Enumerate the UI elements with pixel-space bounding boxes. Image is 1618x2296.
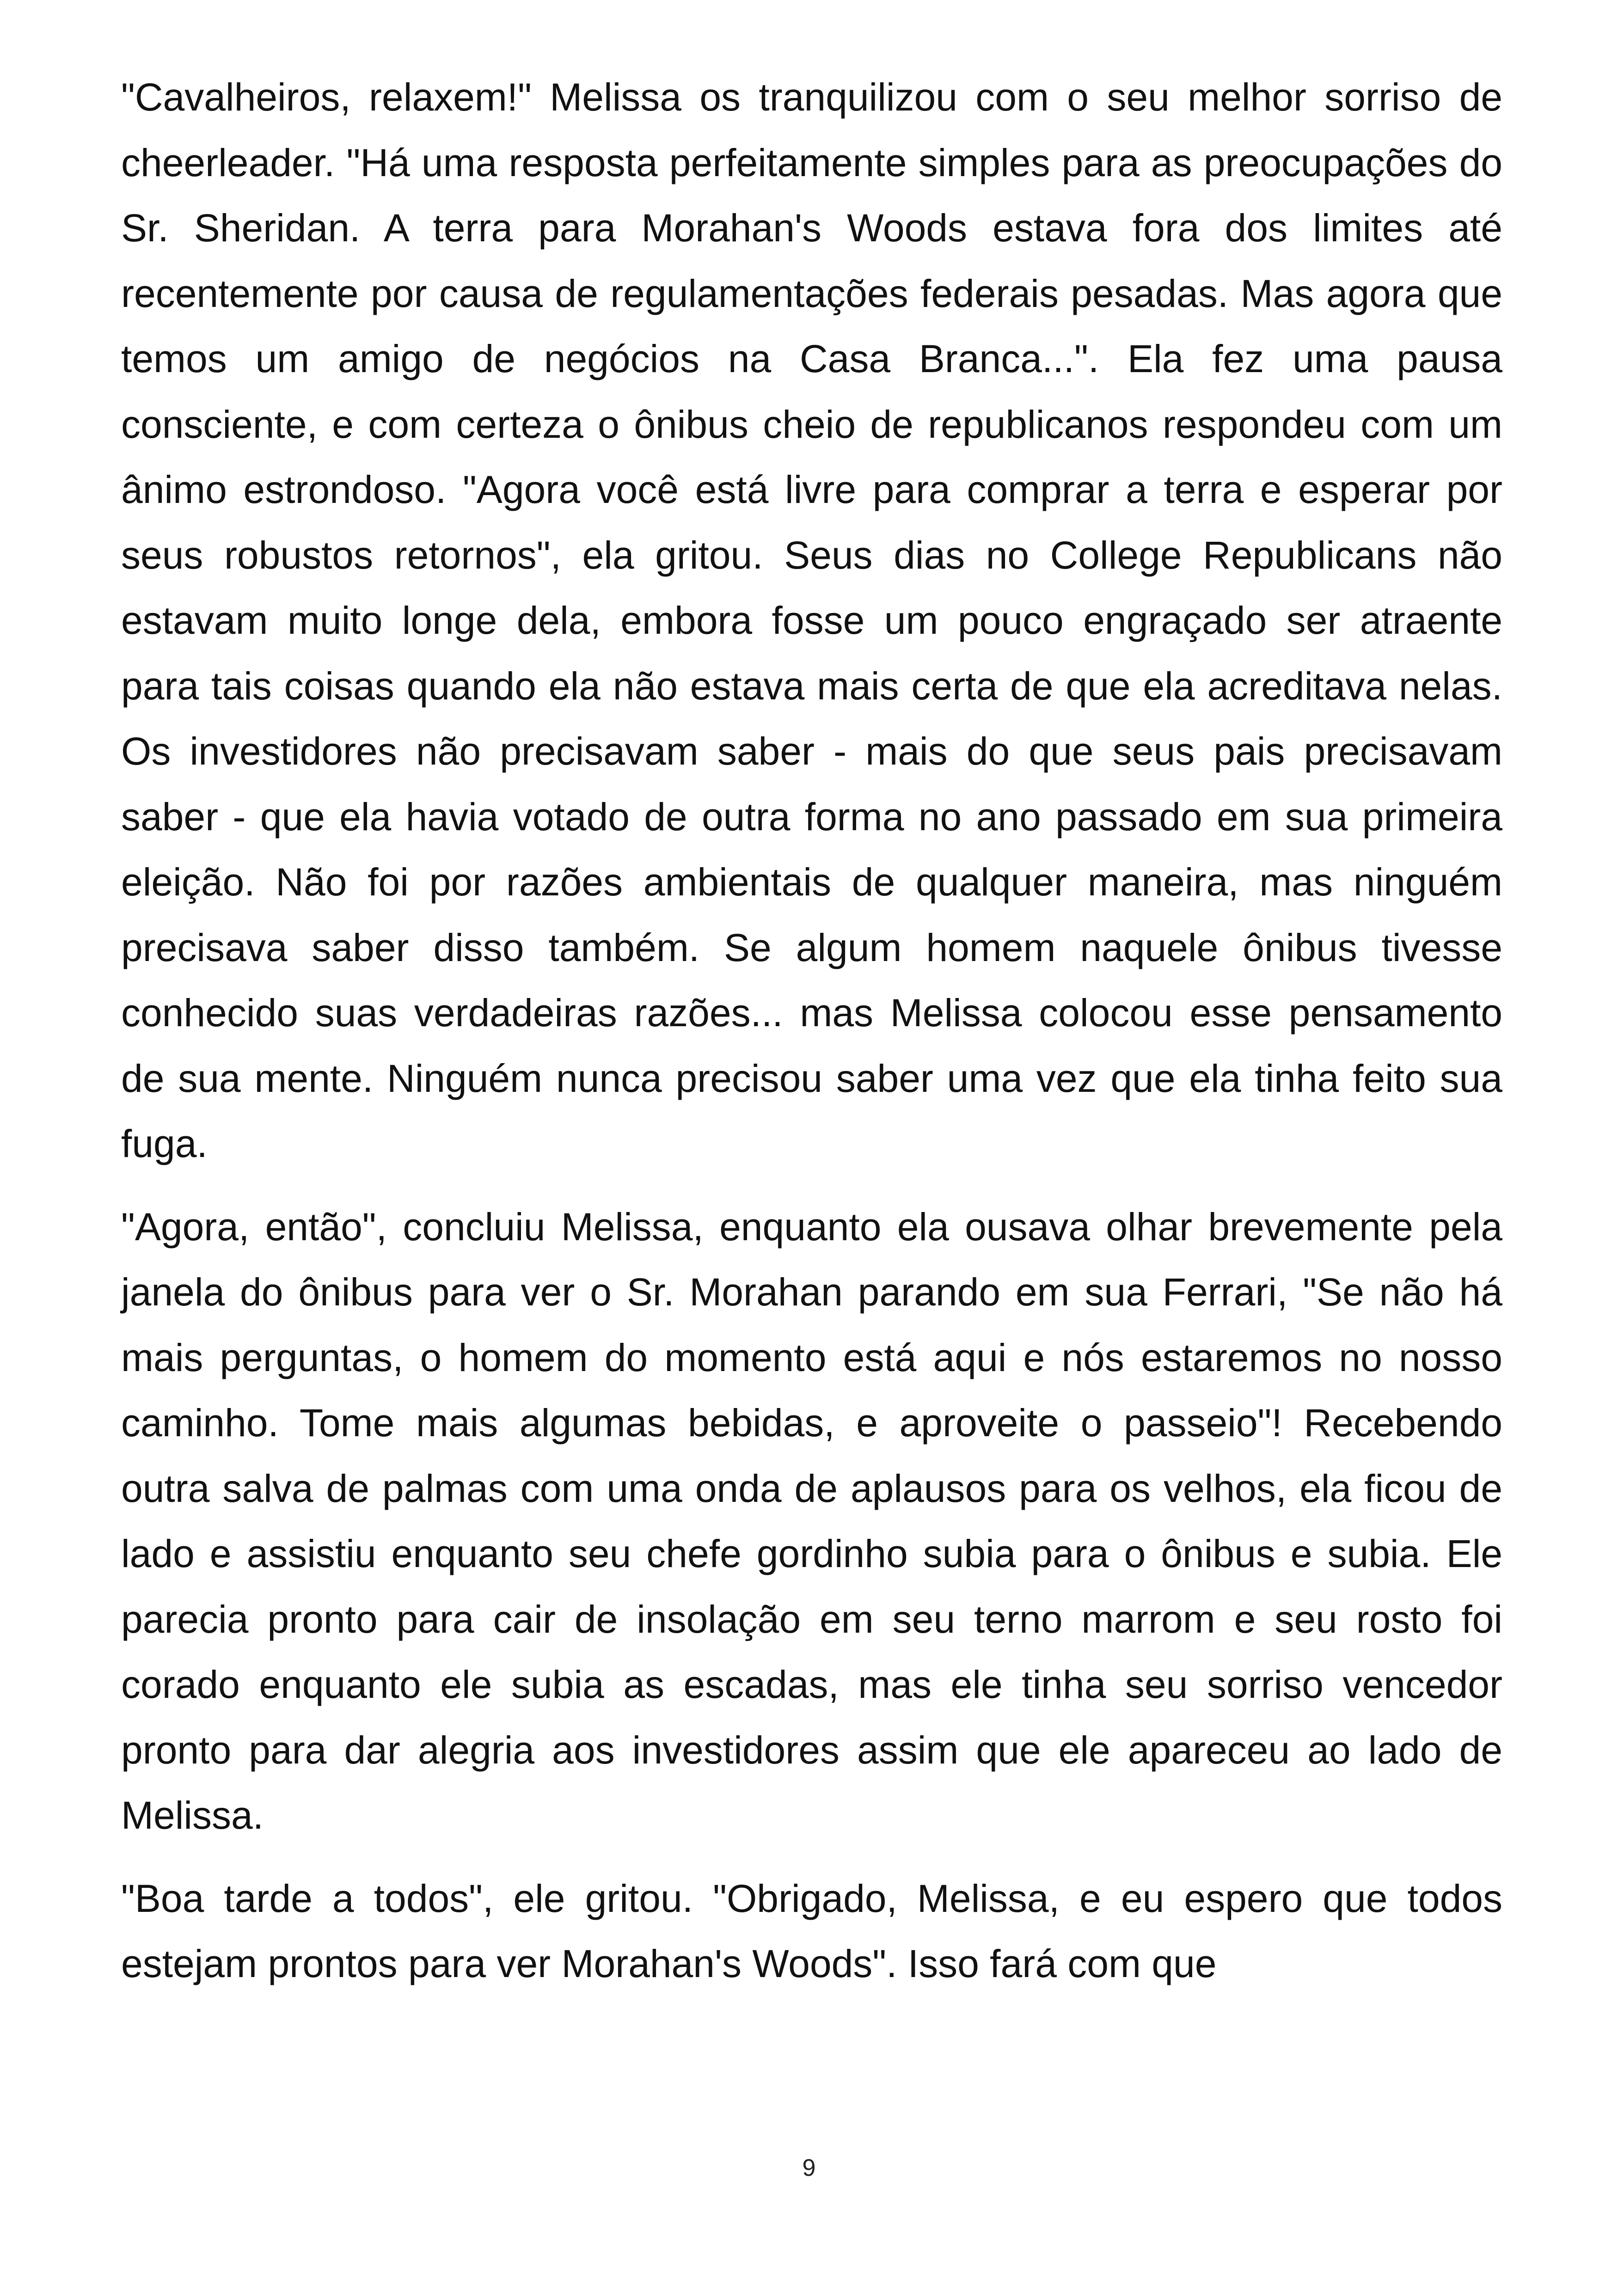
page-number: 9 (802, 2155, 816, 2181)
paragraph-3: "Boa tarde a todos", ele gritou. "Obrigado, Melissa, e eu espero que todos estejam prontos para ver Morahan's Woods". Isso fará com que (121, 1876, 1502, 1985)
page-body (121, 65, 1502, 2014)
paragraph-2: "Agora, então", concluiu Melissa, enquanto ela ousava olhar brevemente pela janela do ônibus para ver o Sr. Morahan parando em sua Ferrari, "Se não há mais perguntas, o homem do momento está aqui e nós estaremos no nosso caminho. Tome mais algumas bebidas, e aproveite o passeio"! Recebendo outra salva de palmas com uma onda de aplausos para os velhos, ela ficou de lado e assistiu enquanto seu chefe gordinho subia para o ônibus e subia. Ele parecia pronto para cair de insolação em seu terno marrom e seu rosto foi corado enquanto ele subia as escadas, mas ele tinha seu sorriso vencedor pronto para dar alegria aos investidores assim que ele apareceu ao lado de Melissa. (121, 1205, 1502, 1837)
paragraph-1: "Cavalheiros, relaxem!" Melissa os tranquilizou com o seu melhor sorriso de cheerleader. "Há uma resposta perfeitamente simples para as preocupações do Sr. Sheridan. A terra para Morahan's Woods estava fora dos limites até recentemente por causa de regulamentações federais pesadas. Mas agora que temos um amigo de negócios na Casa Branca...". Ela fez uma pausa consciente, e com certeza o ônibus cheio de republicanos respondeu com um ânimo estrondoso. "Agora você está livre para comprar a terra e esperar por seus robustos retornos", ela gritou. Seus dias no College Republicans não estavam muito longe dela, embora fosse um pouco engraçado ser atraente para tais coisas quando ela não estava mais certa de que ela acreditava nelas. Os investidores não precisavam saber - mais do que seus pais precisavam saber - que ela havia votado de outra forma no ano passado em sua primeira eleição. Não foi por razões ambientais de qualquer maneira, mas ninguém precisava saber disso também. Se algum homem naquele ônibus tivesse conhecido suas verdadeiras razões... mas Melissa colocou esse pensamento de sua mente. Ninguém nunca precisou saber uma vez que ela tinha feito sua fuga. (121, 75, 1502, 1165)
